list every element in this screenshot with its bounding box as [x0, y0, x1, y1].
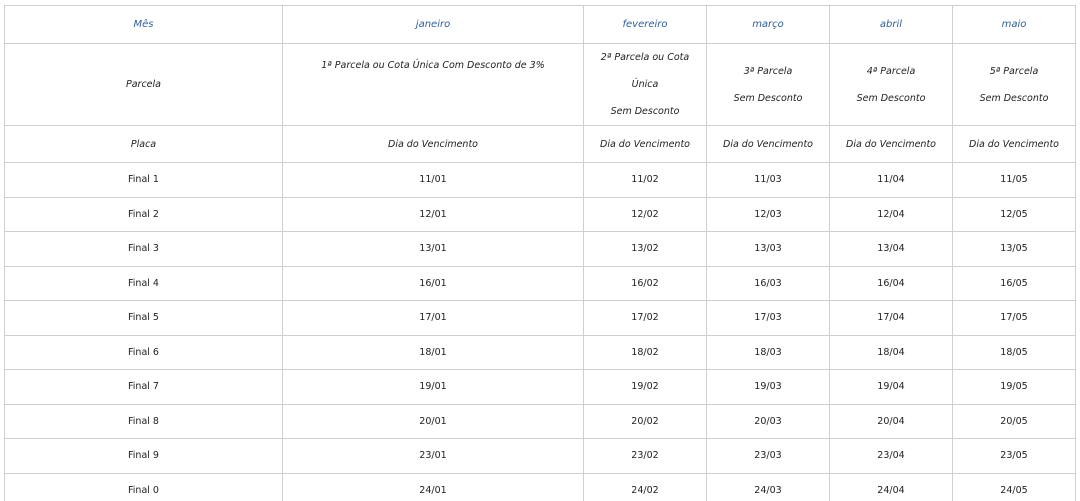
due-date-cell: 13/05 — [953, 232, 1076, 267]
plate-label-cell — [5, 126, 283, 163]
due-date-header: Dia do Vencimento — [388, 138, 478, 150]
due-date-cell: 19/02 — [584, 370, 707, 405]
due-date-cell: 12/01 — [283, 197, 584, 232]
month-cell — [283, 6, 584, 44]
plate-cell: Final 4 — [5, 266, 283, 301]
due-date-cell: 23/01 — [283, 439, 584, 474]
month-label: Mês — [133, 19, 154, 30]
due-date-cell: 13/04 — [830, 232, 953, 267]
due-date-cell: 24/01 — [283, 473, 584, 501]
installment-header-row — [5, 44, 1076, 126]
due-date-header: Dia do Vencimento — [600, 138, 690, 150]
due-date-header-row — [5, 126, 1076, 163]
due-date-cell: 20/01 — [283, 404, 584, 439]
month-cell — [707, 6, 830, 44]
table-row — [5, 370, 1076, 405]
month-label-cell — [5, 6, 283, 44]
due-date-cell: 20/02 — [584, 404, 707, 439]
due-date-cell: 17/02 — [584, 301, 707, 336]
due-date-header: Dia do Vencimento — [846, 138, 936, 150]
installment-cell — [830, 44, 953, 126]
due-date-cell: 16/01 — [283, 266, 584, 301]
installment-cell — [283, 44, 584, 126]
installment-subtitle: Sem Desconto — [979, 92, 1049, 104]
due-date-cell: 20/04 — [830, 404, 953, 439]
due-date-cell: 17/04 — [830, 301, 953, 336]
month-name: abril — [879, 19, 903, 30]
month-name: março — [752, 19, 784, 30]
plate-cell: Final 3 — [5, 232, 283, 267]
due-date-header: Dia do Vencimento — [969, 138, 1059, 150]
table-row — [5, 404, 1076, 439]
due-date-header: Dia do Vencimento — [723, 138, 813, 150]
due-date-cell: 24/02 — [584, 473, 707, 501]
installment-subtitle: Sem Desconto — [856, 92, 926, 104]
month-name: janeiro — [415, 19, 451, 30]
due-date-cell: 23/02 — [584, 439, 707, 474]
installment-label-cell — [5, 44, 283, 126]
table-row — [5, 197, 1076, 232]
due-date-cell: 16/02 — [584, 266, 707, 301]
plate-cell: Final 7 — [5, 370, 283, 405]
due-date-cell: 11/01 — [283, 163, 584, 198]
due-date-cell: 13/01 — [283, 232, 584, 267]
due-date-cell: 19/04 — [830, 370, 953, 405]
month-cell — [830, 6, 953, 44]
month-header-row — [5, 6, 1076, 44]
due-date-header-cell — [584, 126, 707, 163]
plate-cell: Final 2 — [5, 197, 283, 232]
due-date-cell: 17/01 — [283, 301, 584, 336]
plate-label: Placa — [130, 138, 157, 150]
month-cell — [584, 6, 707, 44]
plate-cell: Final 8 — [5, 404, 283, 439]
due-date-cell: 23/05 — [953, 439, 1076, 474]
due-date-cell: 18/02 — [584, 335, 707, 370]
table-row — [5, 266, 1076, 301]
due-date-cell: 24/03 — [707, 473, 830, 501]
installment-title: 5ª Parcela — [989, 65, 1039, 77]
installment-title: 1ª Parcela ou Cota Única Com Desconto de 3% — [321, 60, 545, 71]
due-date-cell: 16/03 — [707, 266, 830, 301]
installment-title: 2ª Parcela ou Cota Única — [600, 52, 690, 90]
table-row — [5, 473, 1076, 501]
due-date-cell: 16/04 — [830, 266, 953, 301]
installment-label: Parcela — [126, 79, 161, 90]
due-date-cell: 12/05 — [953, 197, 1076, 232]
due-date-cell: 24/04 — [830, 473, 953, 501]
table-row — [5, 439, 1076, 474]
due-date-cell: 24/05 — [953, 473, 1076, 501]
plate-cell: Final 1 — [5, 163, 283, 198]
due-date-cell: 18/05 — [953, 335, 1076, 370]
installment-cell — [584, 44, 707, 126]
due-date-cell: 13/02 — [584, 232, 707, 267]
installment-title: 4ª Parcela — [866, 65, 916, 77]
installment-cell — [707, 44, 830, 126]
month-name: maio — [1001, 19, 1027, 30]
due-date-cell: 13/03 — [707, 232, 830, 267]
due-date-cell: 19/05 — [953, 370, 1076, 405]
due-date-cell: 18/01 — [283, 335, 584, 370]
due-date-cell: 17/03 — [707, 301, 830, 336]
due-date-cell: 20/05 — [953, 404, 1076, 439]
due-date-header-cell — [830, 126, 953, 163]
due-date-cell: 23/04 — [830, 439, 953, 474]
installment-subtitle: Sem Desconto — [733, 92, 803, 104]
due-date-header-cell — [707, 126, 830, 163]
installment-title: 3ª Parcela — [743, 65, 793, 77]
due-date-header-cell — [953, 126, 1076, 163]
table-row — [5, 232, 1076, 267]
due-date-header-cell — [283, 126, 584, 163]
due-date-cell: 18/03 — [707, 335, 830, 370]
due-date-cell: 20/03 — [707, 404, 830, 439]
table-row — [5, 335, 1076, 370]
month-name: fevereiro — [622, 19, 668, 30]
plate-cell: Final 9 — [5, 439, 283, 474]
due-date-cell: 19/01 — [283, 370, 584, 405]
table-row — [5, 301, 1076, 336]
due-date-cell: 17/05 — [953, 301, 1076, 336]
due-date-cell: 18/04 — [830, 335, 953, 370]
due-date-cell: 12/04 — [830, 197, 953, 232]
installment-subtitle: Sem Desconto — [610, 106, 680, 117]
plate-cell: Final 0 — [5, 473, 283, 501]
due-date-cell: 23/03 — [707, 439, 830, 474]
due-date-cell: 19/03 — [707, 370, 830, 405]
ipva-due-dates-table — [4, 5, 1076, 501]
due-date-cell: 16/05 — [953, 266, 1076, 301]
due-date-cell: 11/05 — [953, 163, 1076, 198]
due-date-cell: 12/03 — [707, 197, 830, 232]
plate-cell: Final 6 — [5, 335, 283, 370]
installment-cell — [953, 44, 1076, 126]
due-date-cell: 11/04 — [830, 163, 953, 198]
due-date-cell: 12/02 — [584, 197, 707, 232]
month-cell — [953, 6, 1076, 44]
due-date-cell: 11/02 — [584, 163, 707, 198]
table-row — [5, 163, 1076, 198]
plate-cell: Final 5 — [5, 301, 283, 336]
due-date-cell: 11/03 — [707, 163, 830, 198]
